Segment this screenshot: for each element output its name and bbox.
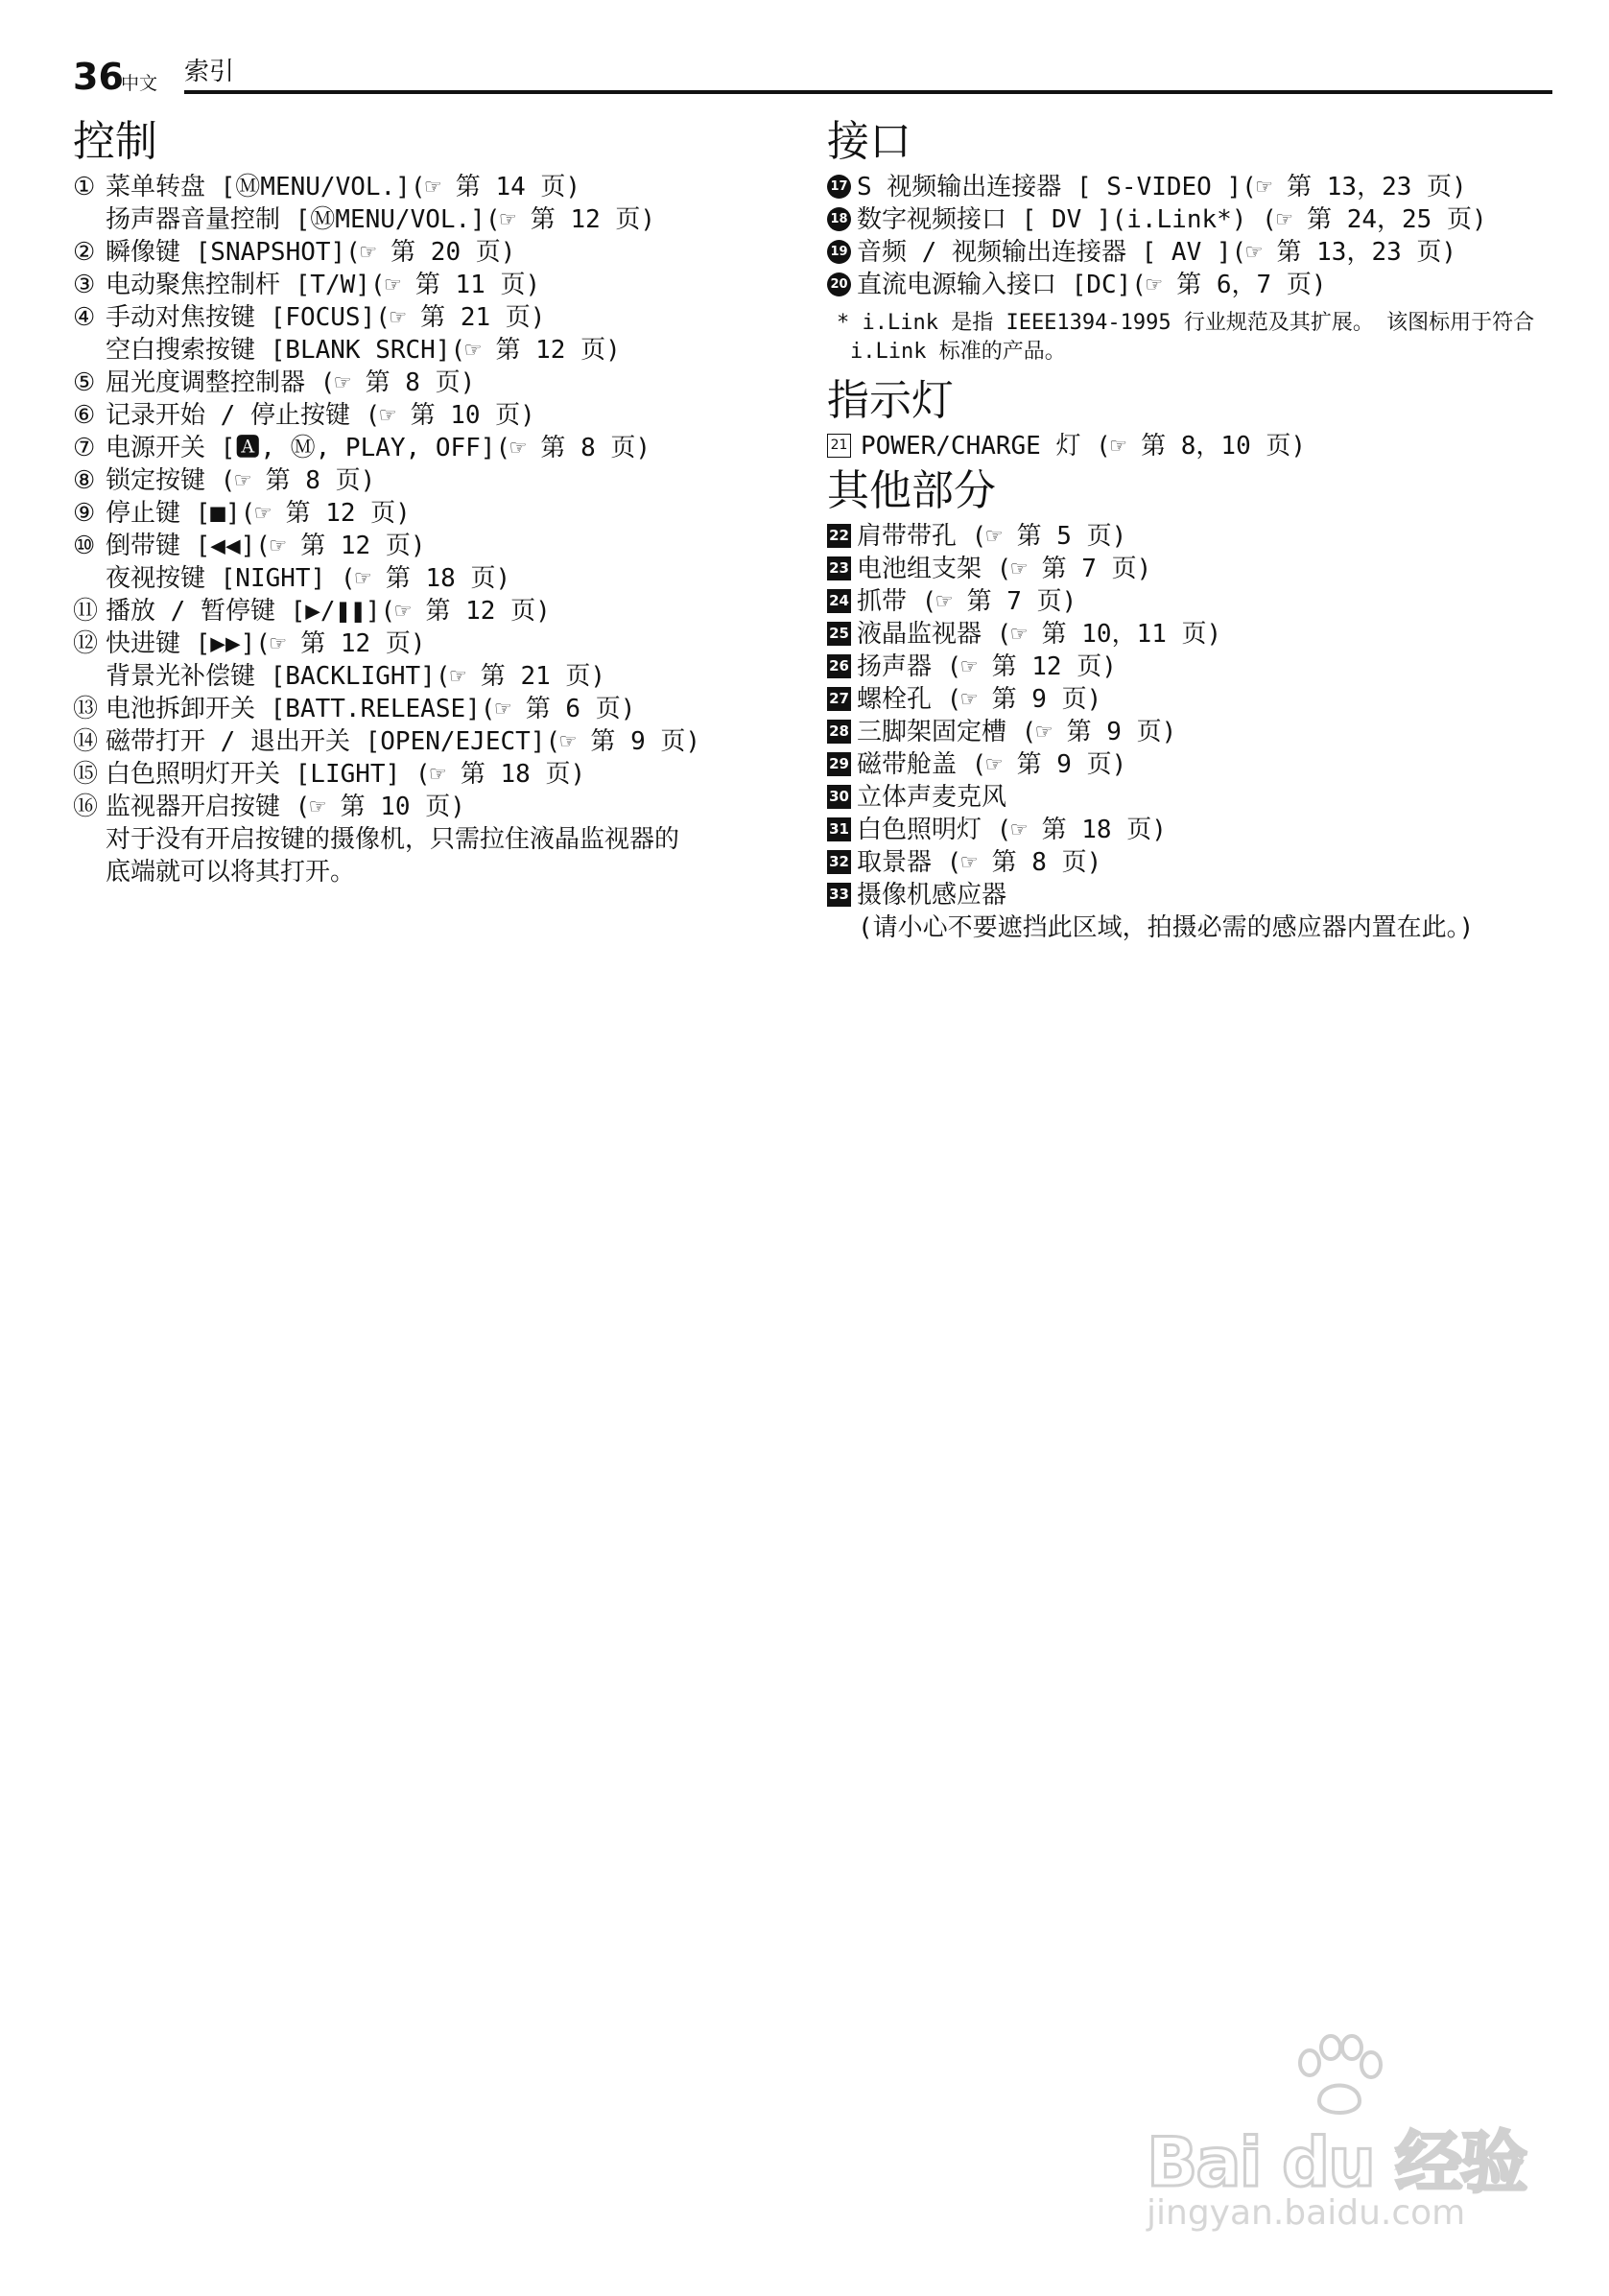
item-text: 播放 / 暂停键 [▶/❚❚](☞ 第 12 页) <box>106 597 551 626</box>
number-badge: 26 <box>827 654 851 678</box>
item-text: 底端就可以将其打开。 <box>106 858 356 887</box>
item-text: 夜视按键 [NIGHT] (☞ 第 18 页) <box>106 564 511 593</box>
list-item <box>73 660 783 693</box>
list-item <box>73 432 783 464</box>
item-text: 液晶监视器 (☞ 第 10，11 页) <box>857 620 1222 649</box>
header-rule <box>184 90 1552 94</box>
item-number: ⑧ <box>73 466 96 495</box>
list-item <box>73 758 783 791</box>
list-item <box>73 301 783 334</box>
item-number: ⑦ <box>73 434 96 462</box>
list-item <box>73 562 783 595</box>
list-item <box>827 430 1556 462</box>
item-text: 直流电源输入接口 [DC](☞ 第 6，7 页) <box>857 271 1327 299</box>
number-badge: 29 <box>827 752 851 776</box>
item-text: 空白搜索按键 [BLANK SRCH](☞ 第 12 页) <box>106 336 621 365</box>
item-number: ⑥ <box>73 401 96 430</box>
item-text: 三脚架固定槽 (☞ 第 9 页) <box>857 718 1177 746</box>
list-item <box>73 530 783 562</box>
list-item <box>827 236 1556 269</box>
ports-list <box>827 171 1556 301</box>
language-label: 中文 <box>121 73 158 94</box>
list-item <box>73 595 783 627</box>
number-badge: 27 <box>827 687 851 711</box>
item-text: 停止键 [■](☞ 第 12 页) <box>106 499 411 528</box>
list-item <box>73 791 783 823</box>
item-number: ⑨ <box>73 499 96 528</box>
item-number: ① <box>73 173 96 201</box>
item-number: ⑪ <box>73 597 99 626</box>
item-text: 记录开始 / 停止按键 (☞ 第 10 页) <box>106 401 535 430</box>
item-number: ⑯ <box>73 793 99 821</box>
controls-section <box>73 113 783 888</box>
item-number: ④ <box>73 303 96 332</box>
number-badge: 28 <box>827 720 851 744</box>
list-item <box>827 651 1556 683</box>
indicator-title: 指示灯 <box>827 376 954 425</box>
item-text: 白色照明灯开关 [LIGHT] (☞ 第 18 页) <box>106 760 586 789</box>
item-text: 磁带打开 / 退出开关 [OPEN/EJECT](☞ 第 9 页) <box>106 727 701 756</box>
list-item <box>73 269 783 301</box>
list-item <box>827 683 1556 716</box>
others-list <box>827 520 1556 911</box>
list-item <box>827 716 1556 748</box>
item-text: 立体声麦克风 <box>857 783 1007 812</box>
others-continuation: (请小心不要遮挡此区域，拍摄必需的感应器内置在此。) <box>858 913 1475 942</box>
item-text: 数字视频接口 [ DV ](i.Link*) (☞ 第 24，25 页) <box>857 205 1487 234</box>
item-text: 白色照明灯 (☞ 第 18 页) <box>857 816 1167 844</box>
list-item <box>827 748 1556 781</box>
list-item <box>73 627 783 660</box>
number-badge: 33 <box>827 883 851 907</box>
list-item <box>827 269 1556 301</box>
number-badge: 32 <box>827 850 851 874</box>
item-text: S 视频输出连接器 [ S-VIDEO ](☞ 第 13，23 页) <box>857 173 1467 201</box>
item-text: 倒带键 [◀◀](☞ 第 12 页) <box>106 532 426 560</box>
number-badge: 22 <box>827 524 851 548</box>
number-badge: 18 <box>827 207 851 231</box>
baidu-watermark <box>1147 2034 1550 2236</box>
list-item <box>73 171 783 203</box>
item-text: 螺栓孔 (☞ 第 9 页) <box>857 685 1102 714</box>
list-item <box>827 814 1556 846</box>
list-item <box>827 585 1556 618</box>
number-badge: 25 <box>827 622 851 646</box>
item-number: ⑫ <box>73 629 99 658</box>
item-text: 屈光度调整控制器 (☞ 第 8 页) <box>106 368 476 397</box>
item-number: ⑩ <box>73 532 96 560</box>
item-text: 音频 / 视频输出连接器 [ AV ](☞ 第 13，23 页) <box>857 238 1457 267</box>
item-text: 取景器 (☞ 第 8 页) <box>857 848 1102 877</box>
list-item <box>73 693 783 725</box>
list-item <box>827 203 1556 236</box>
ilink-note: * i.Link 是指 IEEE1394-1995 行业规范及其扩展。 该图标用于符合 i.Link 标准的产品。 <box>837 311 1535 364</box>
item-text: 磁带舱盖 (☞ 第 9 页) <box>857 750 1127 779</box>
item-text: 电源开关 [🅰, Ⓜ, PLAY, OFF](☞ 第 8 页) <box>106 434 651 462</box>
item-number: ② <box>73 238 96 267</box>
list-item <box>827 781 1556 814</box>
number-badge: 19 <box>827 240 851 264</box>
number-badge: 17 <box>827 175 851 199</box>
item-text: POWER/CHARGE 灯 (☞ 第 8，10 页) <box>861 432 1307 461</box>
item-text: 菜单转盘 [ⓂMENU/VOL.](☞ 第 14 页) <box>106 173 581 201</box>
item-text: 电动聚焦控制杆 [T/W](☞ 第 11 页) <box>106 271 541 299</box>
item-text: 背景光补偿键 [BACKLIGHT](☞ 第 21 页) <box>106 662 606 691</box>
item-number: ⑭ <box>73 727 99 756</box>
list-item <box>73 334 783 367</box>
number-badge: 24 <box>827 589 851 613</box>
item-text: 瞬像键 [SNAPSHOT](☞ 第 20 页) <box>106 238 516 267</box>
item-text: 电池组支架 (☞ 第 7 页) <box>857 555 1152 583</box>
item-text: 电池拆卸开关 [BATT.RELEASE](☞ 第 6 页) <box>106 695 636 723</box>
item-text: 锁定按键 (☞ 第 8 页) <box>106 466 376 495</box>
item-text: 扬声器音量控制 [ⓂMENU/VOL.](☞ 第 12 页) <box>106 205 656 234</box>
list-item <box>73 823 783 856</box>
list-item <box>73 236 783 269</box>
number-badge: 30 <box>827 785 851 809</box>
list-item <box>73 367 783 399</box>
list-item <box>73 464 783 497</box>
number-badge: 20 <box>827 272 851 296</box>
item-text: 肩带带孔 (☞ 第 5 页) <box>857 522 1127 551</box>
list-item <box>827 618 1556 651</box>
page-number: 36 <box>73 56 124 98</box>
list-item <box>827 879 1556 911</box>
item-number: ⑬ <box>73 695 99 723</box>
item-number: ⑮ <box>73 760 99 789</box>
item-number: ⑤ <box>73 368 96 397</box>
list-item <box>73 725 783 758</box>
list-item <box>827 846 1556 879</box>
controls-title: 控制 <box>73 117 157 166</box>
watermark-url: jingyan.baidu.com <box>1147 2193 1466 2233</box>
item-text: 扬声器 (☞ 第 12 页) <box>857 652 1117 681</box>
list-item <box>73 203 783 236</box>
item-text: 对于没有开启按键的摄像机，只需拉住液晶监视器的 <box>106 825 680 854</box>
item-text: 快进键 [▶▶](☞ 第 12 页) <box>106 629 426 658</box>
indicator-list <box>827 430 1556 462</box>
page-title: 索引 <box>184 58 235 86</box>
number-badge: 21 <box>827 434 851 458</box>
item-text: 手动对焦按键 [FOCUS](☞ 第 21 页) <box>106 303 546 332</box>
paw-icon <box>1290 2034 1386 2120</box>
item-text: 摄像机感应器 <box>857 881 1007 910</box>
watermark-brand: Bai du 经验 <box>1147 2123 1526 2202</box>
others-title: 其他部分 <box>827 466 996 515</box>
item-text: 监视器开启按键 (☞ 第 10 页) <box>106 793 465 821</box>
number-badge: 31 <box>827 817 851 841</box>
number-badge: 23 <box>827 556 851 580</box>
ports-title: 接口 <box>827 117 911 166</box>
item-text: 抓带 (☞ 第 7 页) <box>857 587 1077 616</box>
controls-list <box>73 171 783 888</box>
page-header <box>73 56 1552 98</box>
list-item <box>73 856 783 888</box>
list-item <box>827 553 1556 585</box>
list-item <box>73 399 783 432</box>
list-item <box>73 497 783 530</box>
item-number: ③ <box>73 271 96 299</box>
list-item <box>827 520 1556 553</box>
list-item <box>827 171 1556 203</box>
right-column <box>827 113 1556 944</box>
